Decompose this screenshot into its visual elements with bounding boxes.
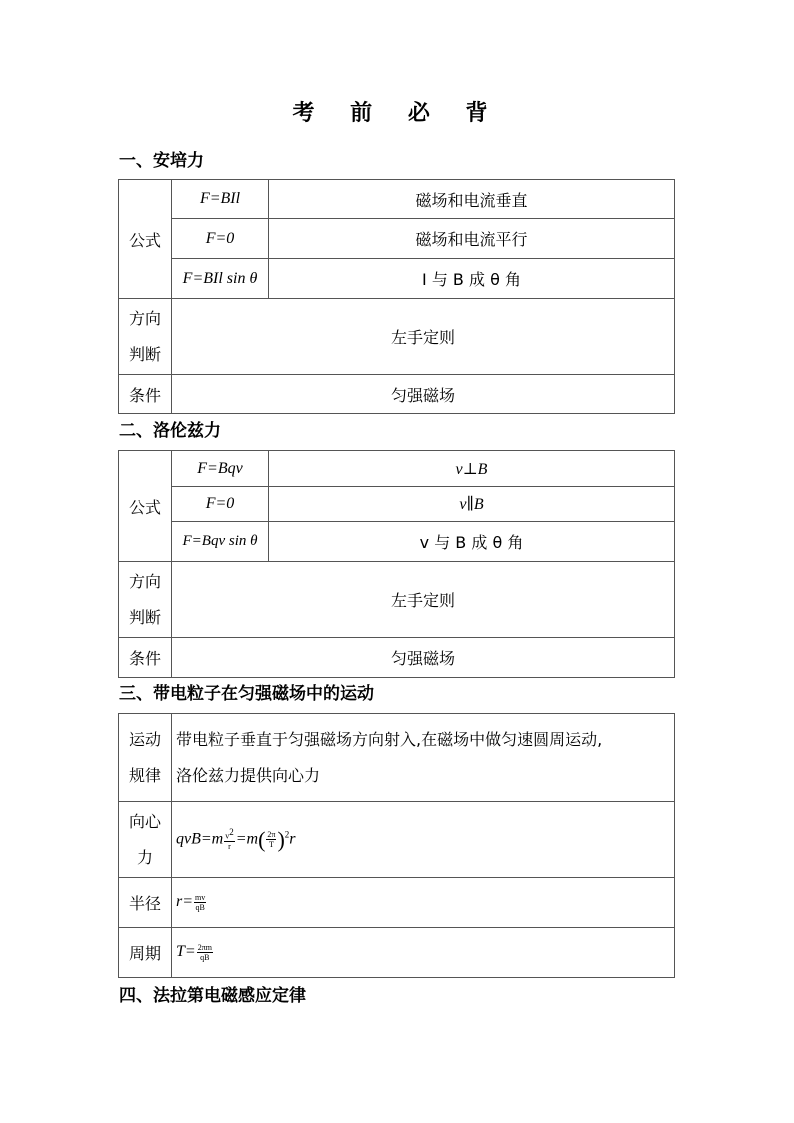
lorentz-force-table	[118, 450, 675, 678]
centripetal-formula: qvB=m $\frac{v2}{r}$ =m( $\frac{2\pi}{T}$ )$^2$r	[172, 802, 675, 878]
ampere-force-table	[118, 179, 675, 414]
formula-cell: F=0	[172, 487, 269, 522]
condition-value: 匀强磁场	[172, 375, 675, 414]
condition-cell: v∥B	[269, 487, 675, 522]
condition-value: 匀强磁场	[172, 638, 675, 678]
condition-cell: 磁场和电流垂直	[269, 180, 675, 219]
condition-label: 条件	[119, 638, 172, 678]
direction-value: 左手定则	[172, 562, 675, 638]
radius-label: 半径	[119, 878, 172, 928]
formula-cell: F=BIl sin θ	[172, 259, 269, 299]
formula-label: 公式	[119, 180, 172, 299]
condition-cell: I 与 B 成 θ 角	[269, 259, 675, 299]
formula-cell: F=BIl	[172, 180, 269, 219]
section-heading-faraday-law: 四、法拉第电磁感应定律	[119, 986, 306, 1006]
page-title: 考 前 必 背	[292, 101, 502, 126]
condition-cell: v⊥B	[269, 451, 675, 487]
period-label: 周期	[119, 928, 172, 978]
radius-formula: r= $\frac{mv}{qB}$	[172, 878, 675, 928]
formula-cell: F=Bqv sin θ	[172, 522, 269, 562]
condition-label: 条件	[119, 375, 172, 414]
centripetal-label: 向心 力	[119, 802, 172, 878]
motion-label: 运动 规律	[119, 714, 172, 802]
section-heading-charged-particle-motion: 三、带电粒子在匀强磁场中的运动	[119, 684, 374, 704]
section-heading-lorentz-force: 二、洛伦兹力	[119, 421, 221, 441]
period-formula: T= $\frac{2\pi m}{qB}$	[172, 928, 675, 978]
direction-value: 左手定则	[172, 299, 675, 375]
condition-cell: 磁场和电流平行	[269, 219, 675, 259]
direction-label: 方向 判断	[119, 299, 172, 375]
section-heading-ampere-force: 一、安培力	[119, 151, 204, 171]
charged-particle-table	[118, 713, 675, 978]
condition-cell: v 与 B 成 θ 角	[269, 522, 675, 562]
formula-cell: F=Bqv	[172, 451, 269, 487]
motion-description: 带电粒子垂直于匀强磁场方向射入,在磁场中做匀速圆周运动, 洛伦兹力提供向心力	[172, 714, 675, 802]
formula-cell: F=0	[172, 219, 269, 259]
direction-label: 方向 判断	[119, 562, 172, 638]
formula-label: 公式	[119, 451, 172, 562]
